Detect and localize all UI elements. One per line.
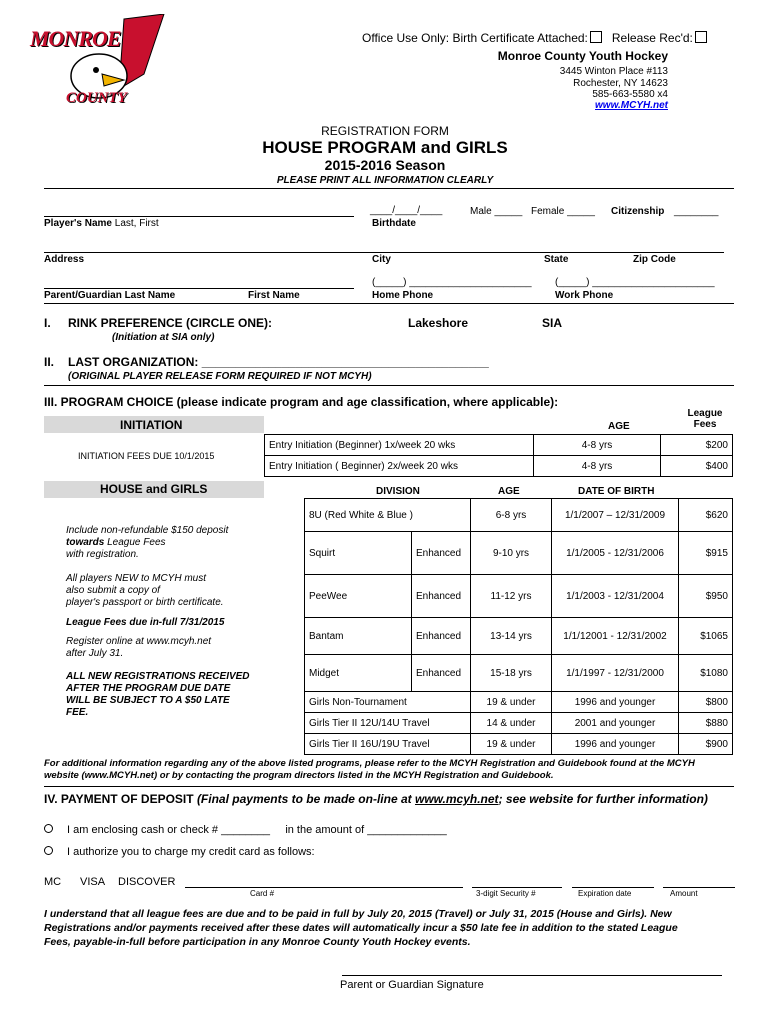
work-phone-field[interactable]: (_____) ______________________	[555, 277, 715, 288]
org-phone: 585-663-5580 x4	[592, 89, 668, 100]
division-age: 11-12 yrs	[471, 575, 552, 618]
division-name: PeeWee	[305, 575, 412, 618]
season-title: 2015-2016 Season	[324, 157, 446, 173]
program-fee: $200	[661, 435, 733, 456]
home-phone-label: Home Phone	[372, 290, 434, 301]
birthdate-field[interactable]: ____/____/____	[370, 205, 443, 216]
table-row[interactable]	[305, 734, 733, 755]
division-type: Enhanced	[412, 618, 471, 655]
house-table	[304, 498, 733, 755]
late-fee-note: ALL NEW REGISTRATIONS RECEIVED AFTER THE PROGRAM DUE DATE WILL BE SUBJECT TO A $50 LATE FEE.	[66, 671, 250, 718]
division-type: Enhanced	[412, 655, 471, 692]
division-fee: $915	[679, 532, 733, 575]
division-name: Bantam	[305, 618, 412, 655]
initiation-title: INITIATION	[120, 418, 183, 432]
table-row[interactable]	[305, 532, 733, 575]
division-fee: $800	[679, 692, 733, 713]
payment-notice: I understand that all league fees are due and to be paid in full by July 20, 2015 (Travel) or July 31, 2015 (House and Girls). New Registrations and/or payments received after these dates will automatically incur a $50 late fee in addition to the stated League Fees, payable-in-full before participation in any Monroe County Youth Hockey events.	[44, 908, 678, 948]
mcyh-link[interactable]: www.mcyh.net	[414, 792, 499, 806]
form-title: REGISTRATION FORM	[321, 124, 449, 138]
program-name: Entry Initiation ( Beginner) 2x/week 20 wks	[265, 456, 534, 477]
rink-note: (Initiation at SIA only)	[112, 332, 215, 343]
division-dob: 1996 and younger	[552, 692, 679, 713]
table-row[interactable]	[305, 575, 733, 618]
radio-check[interactable]	[44, 824, 53, 833]
program-footnote: For additional information regarding any of the above listed programs, please refer to the MCYH Registration and Guidebook found at the MCYH website (www.MCYH.net) or by contacting the program directors listed in the MCYH Registration and Guidebook.	[44, 758, 695, 781]
last-org-number: II.	[44, 355, 55, 369]
register-online-note: Register online at www.mcyh.net after July 31.	[66, 636, 212, 659]
division-dob: 1996 and younger	[552, 734, 679, 755]
division-dob: 1/1/2003 - 12/31/2004	[552, 575, 679, 618]
division-name: Squirt	[305, 532, 412, 575]
new-player-note: All players NEW to MCYH must also submit a copy of player's passport or birth certificate.	[66, 573, 224, 608]
table-row[interactable]	[305, 713, 733, 734]
birthdate-label: Birthdate	[372, 218, 416, 229]
city-label: City	[372, 254, 391, 265]
division-fee: $880	[679, 713, 733, 734]
citizenship-label: Citizenship	[611, 206, 665, 217]
program-age: 4-8 yrs	[534, 456, 661, 477]
office-use: Office Use Only: Birth Certificate Attached: Release Rec'd:	[362, 31, 707, 45]
dob-col-header: DATE OF BIRTH	[578, 486, 655, 497]
security-field[interactable]	[472, 887, 562, 888]
division-age: 19 & under	[471, 734, 552, 755]
division-fee: $1080	[679, 655, 733, 692]
table-row[interactable]	[305, 655, 733, 692]
org-address1: 3445 Winton Place #113	[559, 66, 668, 77]
rink-option-lakeshore[interactable]: Lakeshore	[408, 316, 469, 330]
initiation-table	[264, 434, 733, 477]
division-age: 15-18 yrs	[471, 655, 552, 692]
program-fee: $400	[661, 456, 733, 477]
division-dob: 1/1/2005 - 12/31/2006	[552, 532, 679, 575]
division-age: 19 & under	[471, 692, 552, 713]
security-label: 3-digit Security #	[476, 889, 536, 898]
init-due: INITIATION FEES DUE 10/1/2015	[78, 451, 215, 461]
org-website-link[interactable]: www.MCYH.net	[595, 100, 668, 111]
last-org-note: (ORIGINAL PLAYER RELEASE FORM REQUIRED IF NOT MCYH)	[68, 371, 372, 382]
rink-option-sia[interactable]: SIA	[542, 316, 563, 330]
expiration-field[interactable]	[572, 887, 654, 888]
birth-cert-checkbox[interactable]	[590, 31, 602, 43]
house-title: HOUSE and GIRLS	[100, 482, 208, 496]
radio-card[interactable]	[44, 846, 53, 855]
division-type: Enhanced	[412, 575, 471, 618]
division-age: 14 & under	[471, 713, 552, 734]
player-name-label: Player's Name Last, First	[44, 218, 159, 229]
org-address2: Rochester, NY 14623	[573, 78, 668, 89]
rink-label: RINK PREFERENCE (CIRCLE ONE):	[68, 316, 273, 330]
home-phone-field[interactable]: (_____) ______________________	[372, 277, 532, 288]
amount-field[interactable]	[663, 887, 735, 888]
table-row[interactable]	[305, 692, 733, 713]
division-name: Girls Tier II 16U/19U Travel	[305, 734, 471, 755]
program-heading: III. PROGRAM CHOICE (please indicate program and age classification, where applicable):	[44, 395, 559, 409]
work-phone-label: Work Phone	[555, 290, 614, 301]
division-name: Girls Tier II 12U/14U Travel	[305, 713, 471, 734]
age-col-header: AGE	[608, 421, 630, 432]
division-age: 13-14 yrs	[471, 618, 552, 655]
state-label: State	[544, 254, 569, 265]
male-field[interactable]: Male _____	[470, 206, 523, 217]
deposit-note: Include non-refundable $150 deposit towards League Fees with registration.	[66, 525, 229, 560]
payment-option-check[interactable]: I am enclosing cash or check # ________ in the amount of _____________	[44, 824, 447, 836]
payment-option-card[interactable]: I authorize you to charge my credit card as follows:	[44, 846, 315, 858]
division-name: Midget	[305, 655, 412, 692]
table-row[interactable]	[305, 499, 733, 532]
amount-label: Amount	[670, 889, 698, 898]
division-fee: $1065	[679, 618, 733, 655]
first-name-label: First Name	[248, 290, 300, 301]
division-age: 9-10 yrs	[471, 532, 552, 575]
logo-bottom-text: COUNTY	[66, 90, 127, 106]
fees-col-header: League Fees	[687, 408, 723, 430]
program-title: HOUSE PROGRAM and GIRLS	[262, 138, 508, 157]
division-fee: $900	[679, 734, 733, 755]
division-fee: $950	[679, 575, 733, 618]
org-name: Monroe County Youth Hockey	[497, 49, 668, 63]
card-type-visa[interactable]: VISA	[80, 876, 106, 888]
card-type-mc[interactable]: MC	[44, 876, 62, 888]
print-instruction: PLEASE PRINT ALL INFORMATION CLEARLY	[276, 175, 494, 186]
table-row[interactable]	[265, 456, 733, 477]
last-org-label[interactable]: LAST ORGANIZATION: ___________________________________________	[68, 355, 489, 369]
card-number-field[interactable]	[185, 887, 463, 888]
division-dob: 1/1/1997 - 12/31/2000	[552, 655, 679, 692]
payment-heading: IV. PAYMENT OF DEPOSIT (Final payments to be made on-line at www.mcyh.net; see website for further information)	[44, 792, 708, 806]
division-dob: 1/1/2007 – 12/31/2009	[552, 499, 679, 532]
expiration-label: Expiration date	[578, 889, 632, 898]
division-col-header: DIVISION	[376, 486, 420, 497]
citizenship-field[interactable]: ________	[674, 206, 719, 217]
division-age: 6-8 yrs	[471, 499, 552, 532]
division-name: 8U (Red White & Blue )	[305, 499, 471, 532]
zip-label: Zip Code	[633, 254, 676, 265]
signature-field[interactable]	[342, 975, 722, 976]
table-row[interactable]	[265, 435, 733, 456]
signature-label: Parent or Guardian Signature	[340, 979, 484, 991]
program-age: 4-8 yrs	[534, 435, 661, 456]
rink-number: I.	[44, 316, 51, 330]
card-label: Card #	[250, 889, 275, 898]
parent-last-label: Parent/Guardian Last Name	[44, 290, 176, 301]
division-dob: 2001 and younger	[552, 713, 679, 734]
address-label: Address	[44, 254, 85, 265]
female-field[interactable]: Female _____	[531, 206, 595, 217]
logo-top-text: MONROE	[30, 26, 121, 51]
program-name: Entry Initiation (Beginner) 1x/week 20 wks	[265, 435, 534, 456]
table-row[interactable]	[305, 618, 733, 655]
division-dob: 1/1/12001 - 12/31/2002	[552, 618, 679, 655]
age-col2-header: AGE	[498, 486, 520, 497]
division-fee: $620	[679, 499, 733, 532]
division-type: Enhanced	[412, 532, 471, 575]
release-checkbox[interactable]	[695, 31, 707, 43]
fees-due-note: League Fees due in-full 7/31/2015	[66, 617, 225, 628]
card-type-discover[interactable]: DISCOVER	[118, 876, 176, 888]
logo	[24, 14, 174, 114]
division-name: Girls Non-Tournament	[305, 692, 471, 713]
